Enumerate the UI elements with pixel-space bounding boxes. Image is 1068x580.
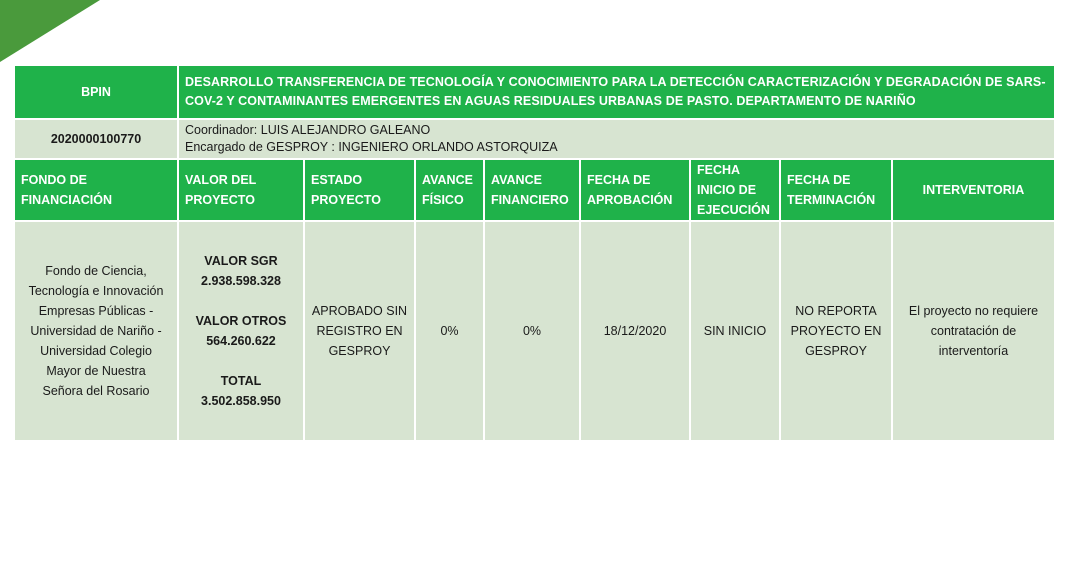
info-row [14,119,1055,159]
coordinator: Coordinador: LUIS ALEJANDRO GALEANO [185,123,431,137]
valor-sgr-label: VALOR SGR [204,254,278,268]
valor-sgr: 2.938.598.328 [201,274,281,288]
header-fondo: FONDO DE FINANCIACIÓN [14,159,178,221]
header-valor: VALOR DEL PROYECTO [178,159,304,221]
project-title: DESARROLLO TRANSFERENCIA DE TECNOLOGÍA Y CONOCIMIENTO PARA LA DETECCIÓN CARACTERIZACIÓN Y DEGRADACIÓN DE SARS-COV-2 Y CONTAMINANTES EMERGENTES EN AGUAS RESIDUALES URBANAS DE PASTO. DEPARTAMENTO DE NARIÑO [178,65,1055,119]
cell-interventoria: El proyecto no requiere contratación de interventoría [892,221,1055,441]
corner-decoration [0,0,100,62]
total-value: 3.502.858.950 [201,394,281,408]
cell-fecha-inicio: SIN INICIO [690,221,780,441]
header-avance-fisico: AVANCE FÍSICO [415,159,484,221]
total-label: TOTAL [220,374,262,388]
gesproy-manager: Encargado de GESPROY : INGENIERO ORLANDO ASTORQUIZA [185,140,558,154]
cell-estado: APROBADO SIN REGISTRO EN GESPROY [304,221,415,441]
header-avance-financiero: AVANCE FINANCIERO [484,159,580,221]
bpin-value: 2020000100770 [14,119,178,159]
cell-avance-fisico: 0% [415,221,484,441]
cell-fecha-aprobacion: 18/12/2020 [580,221,690,441]
bpin-label: BPIN [14,65,178,119]
cell-valor [178,221,304,441]
title-row [14,65,1055,119]
valor-otros-label: VALOR OTROS [195,314,287,328]
header-fecha-aprobacion: FECHA DE APROBACIÓN [580,159,690,221]
responsables [178,119,1055,159]
header-row [14,159,1055,221]
valor-otros: 564.260.622 [206,334,276,348]
header-estado: ESTADO PROYECTO [304,159,415,221]
project-table [13,64,1056,442]
header-interventoria: INTERVENTORIA [892,159,1055,221]
cell-fecha-terminacion: NO REPORTA PROYECTO EN GESPROY [780,221,892,441]
header-fecha-terminacion: FECHA DE TERMINACIÓN [780,159,892,221]
data-row [14,221,1055,441]
cell-avance-financiero: 0% [484,221,580,441]
header-fecha-inicio: FECHA INICIO DE EJECUCIÓN [690,159,780,221]
cell-fondo: Fondo de Ciencia, Tecnología e Innovación Empresas Públicas - Universidad de Nariño - Universidad Colegio Mayor de Nuestra Señora del Rosario [14,221,178,441]
